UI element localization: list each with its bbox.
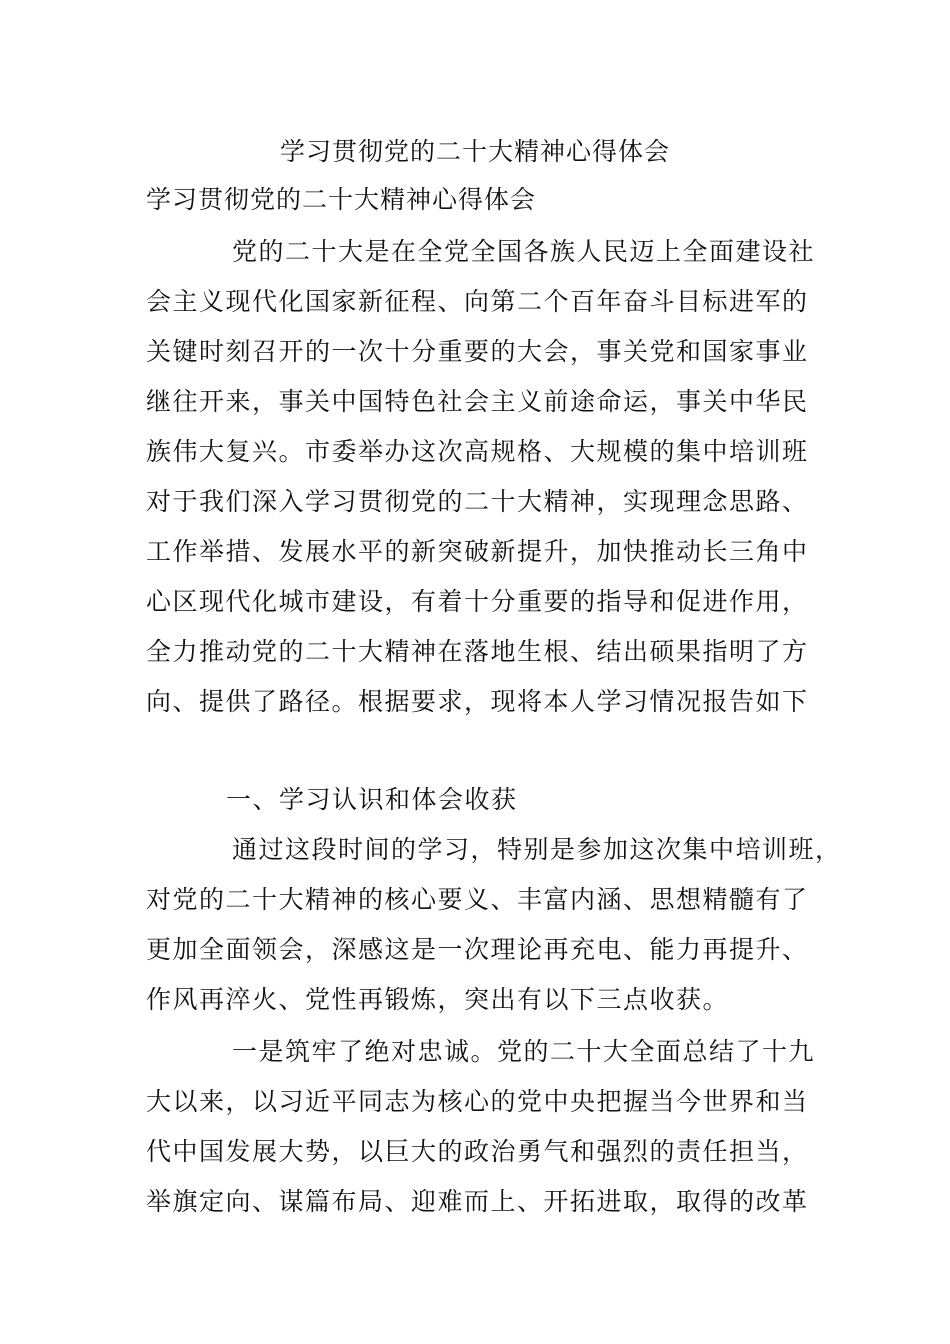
document-title: 学习贯彻党的二十大精神心得体会 (279, 137, 670, 166)
paragraph-line: 族伟大复兴。市委举办这次高规格、大规模的集中培训班 (146, 437, 809, 466)
paragraph-line: 更加全面领会，深感这是一次理论再充电、能力再提升、 (146, 935, 809, 964)
paragraph-line: 会主义现代化国家新征程、向第二个百年奋斗目标进军的 (146, 287, 809, 316)
paragraph-line: 对于我们深入学习贯彻党的二十大精神，实现理念思路、 (146, 487, 809, 516)
paragraph-line: 对党的二十大精神的核心要义、丰富内涵、思想精髓有了 (146, 885, 809, 914)
paragraph-line: 一是筑牢了绝对忠诚。党的二十大全面总结了十九 (232, 1037, 816, 1066)
paragraph-line: 举旗定向、谋篇布局、迎难而上、开拓进取，取得的改革 (146, 1187, 809, 1216)
paragraph-line: 工作举措、发展水平的新突破新提升，加快推动长三角中 (146, 537, 809, 566)
paragraph-line: 向、提供了路径。根据要求，现将本人学习情况报告如下 (146, 687, 809, 716)
paragraph-line: 通过这段时间的学习，特别是参加这次集中培训班， (232, 835, 842, 864)
paragraph-line: 关键时刻召开的一次十分重要的大会，事关党和国家事业 (146, 337, 809, 366)
paragraph-line: 继往开来，事关中国特色社会主义前途命运，事关中华民 (146, 387, 809, 416)
paragraph-line: 心区现代化城市建设，有着十分重要的指导和促进作用， (146, 587, 809, 616)
document-subtitle: 学习贯彻党的二十大精神心得体会 (146, 185, 537, 214)
section-heading: 一、学习认识和体会收获 (226, 785, 518, 814)
paragraph-line: 全力推动党的二十大精神在落地生根、结出硕果指明了方 (146, 637, 809, 666)
paragraph-line: 作风再淬火、党性再锻炼，突出有以下三点收获。 (146, 985, 730, 1014)
paragraph-line: 党的二十大是在全党全国各族人民迈上全面建设社 (232, 237, 816, 266)
paragraph-line: 代中国发展大势，以巨大的政治勇气和强烈的责任担当， (146, 1137, 809, 1166)
paragraph-line: 大以来，以习近平同志为核心的党中央把握当今世界和当 (146, 1087, 809, 1116)
